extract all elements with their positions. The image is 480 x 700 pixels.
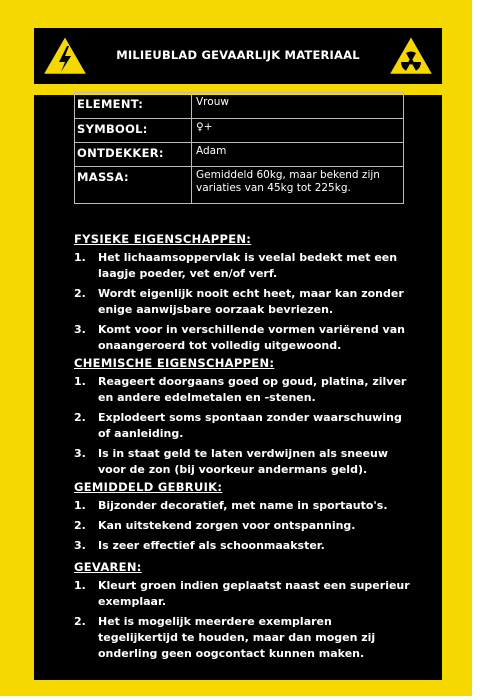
list-item xyxy=(74,286,414,318)
section-hazards xyxy=(74,560,414,666)
symbol-value: ♀+ xyxy=(196,121,213,133)
item-text: Het is mogelijk meerdere exemplaren tegelijkertijd te houden, maar dan mogen zij onderling geen oogcontact kunnen maken. xyxy=(98,615,376,660)
item-number: 2. xyxy=(74,615,86,628)
table-key: ONTDEKKER: xyxy=(77,146,164,160)
item-number: 1. xyxy=(74,499,86,512)
item-number: 3. xyxy=(74,323,86,336)
list-item xyxy=(74,374,414,406)
table-row xyxy=(75,142,403,167)
item-number: 2. xyxy=(74,287,86,300)
item-number: 1. xyxy=(74,579,86,592)
item-number: 2. xyxy=(74,411,86,424)
section-title: GEVAREN: xyxy=(74,560,142,574)
list-item xyxy=(74,410,414,442)
list-item xyxy=(74,614,414,662)
table-row xyxy=(75,118,403,143)
list-item xyxy=(74,538,414,554)
section-title: FYSIEKE EIGENSCHAPPEN: xyxy=(74,232,252,246)
table-value: Gemiddeld 60kg, maar bekend zijn variaties van 45kg tot 225kg. xyxy=(196,169,380,194)
table-value: Adam xyxy=(196,145,227,157)
item-number: 3. xyxy=(74,447,86,460)
item-text: Is in staat geld te laten verdwijnen als sneeuw voor de zon (bij voorkeur andermans geld). xyxy=(98,447,389,476)
section-physical xyxy=(74,232,414,358)
section-title: GEMIDDELD GEBRUIK: xyxy=(74,480,223,494)
radiation-icon xyxy=(386,32,436,78)
sign-header xyxy=(34,28,442,84)
table-value: Vrouw xyxy=(196,96,229,108)
list-item xyxy=(74,578,414,610)
item-text: Komt voor in verschillende vormen variërend van onaangeroerd tot volledig uitgewoond. xyxy=(98,323,405,352)
table-key: MASSA: xyxy=(77,170,129,184)
item-text: Bijzonder decoratief, met name in sportauto's. xyxy=(98,499,388,512)
list-item xyxy=(74,518,414,534)
item-text: Wordt eigenlijk nooit echt heet, maar kan zonder enige aanwijsbare oorzaak bevriezen. xyxy=(98,287,404,316)
table-row xyxy=(75,93,403,119)
section-usage xyxy=(74,480,414,558)
list-item xyxy=(74,322,414,354)
item-number: 1. xyxy=(74,251,86,264)
item-text: Kan uitstekend zorgen voor ontspanning. xyxy=(98,519,356,532)
item-text: Explodeert soms spontaan zonder waarschuwing of aanleiding. xyxy=(98,411,402,440)
list-item xyxy=(74,498,414,514)
table-row xyxy=(75,166,403,203)
table-key: SYMBOOL: xyxy=(77,122,148,136)
list-item xyxy=(74,250,414,282)
list-item xyxy=(74,446,414,478)
section-chemical xyxy=(74,356,414,482)
item-text: Het lichaamsoppervlak is veelal bedekt met een laagje poeder, vet en/of verf. xyxy=(98,251,398,280)
item-number: 3. xyxy=(74,539,86,552)
info-table xyxy=(74,92,404,204)
section-title: CHEMISCHE EIGENSCHAPPEN: xyxy=(74,356,275,370)
item-text: Reageert doorgaans goed op goud, platina, zilver en andere edelmetalen en -stenen. xyxy=(98,375,407,404)
item-number: 2. xyxy=(74,519,86,532)
item-text: Is zeer effectief als schoonmaakster. xyxy=(98,539,325,552)
item-text: Kleurt groen indien geplaatst naast een superieur exemplaar. xyxy=(98,579,410,608)
item-number: 1. xyxy=(74,375,86,388)
page-title: MILIEUBLAD GEVAARLIJK MATERIAAL xyxy=(116,48,360,62)
table-key: ELEMENT: xyxy=(77,97,144,111)
